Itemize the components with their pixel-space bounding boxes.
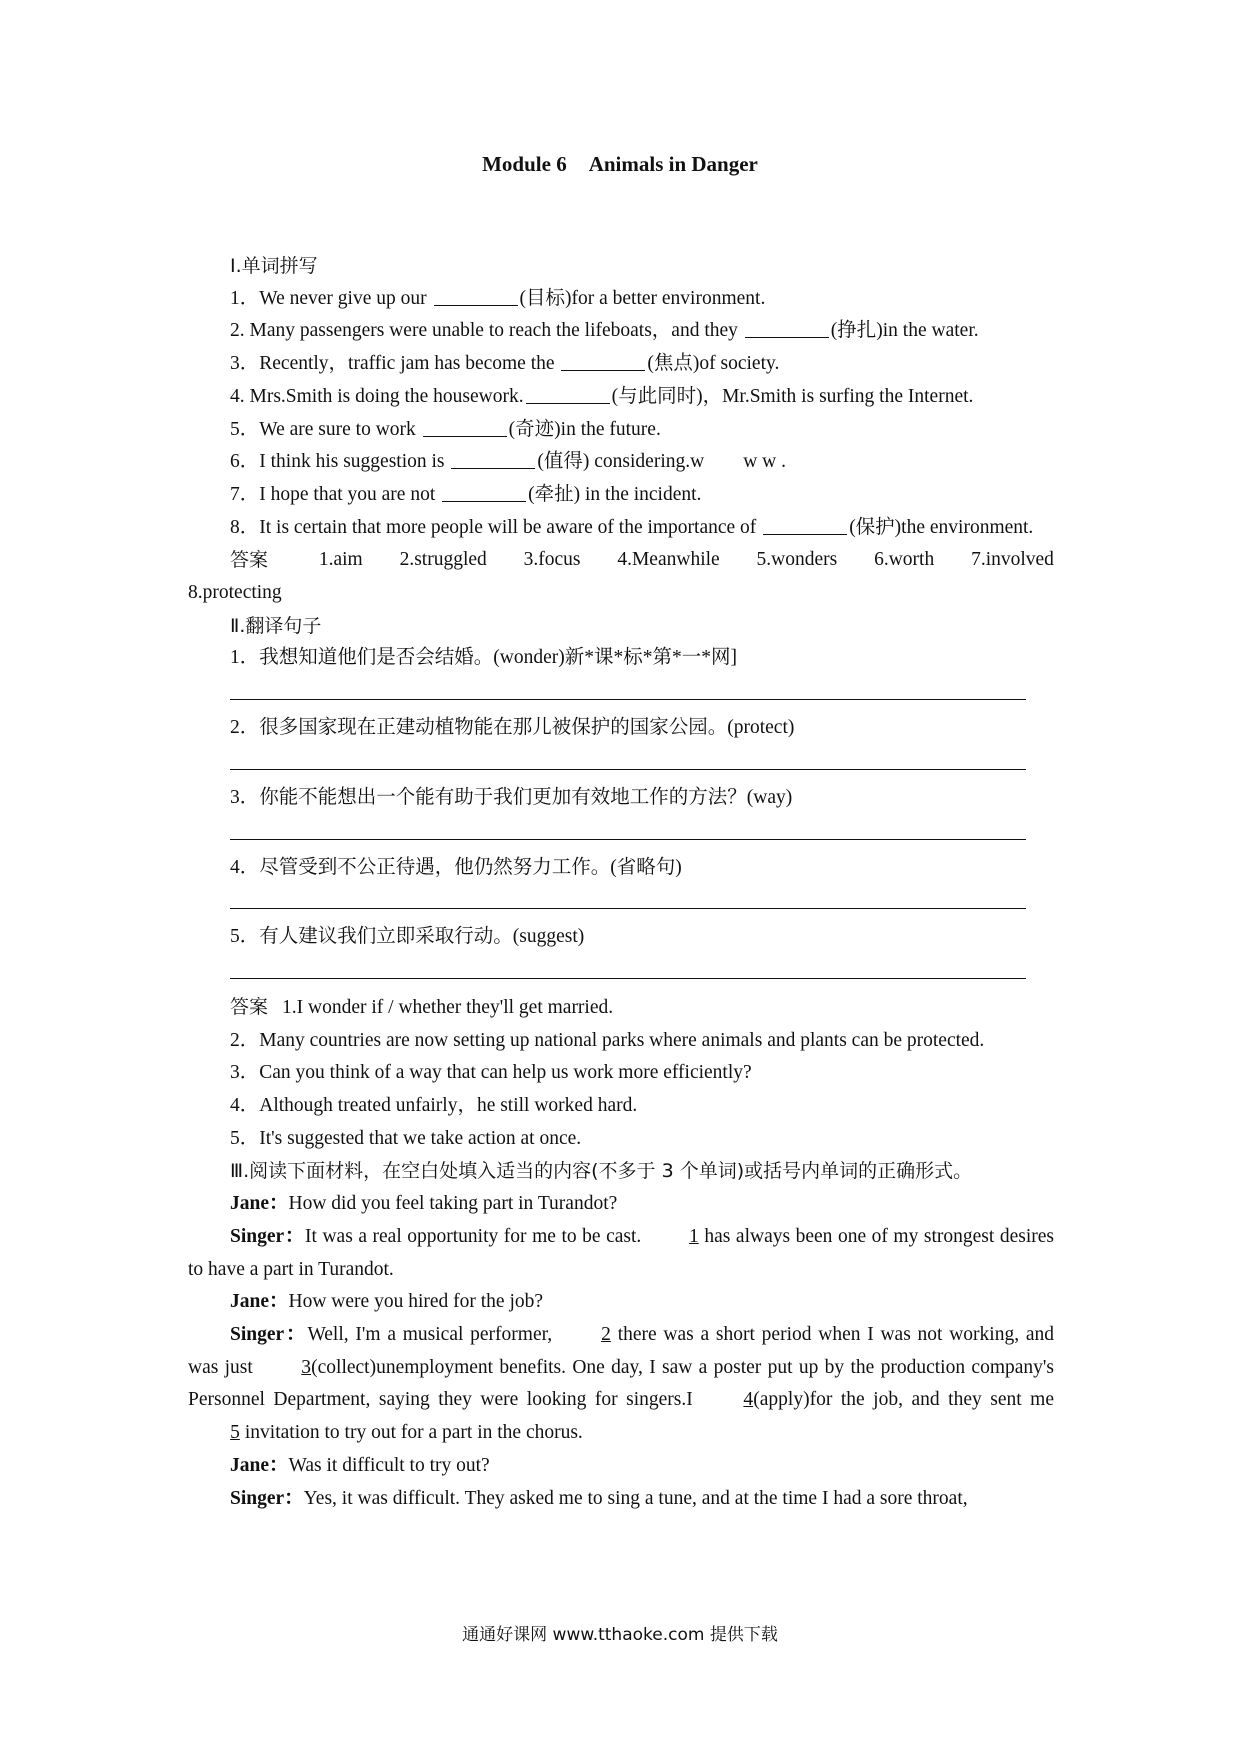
dialogue-line-3: Jane：How were you hired for the job? [230,1291,544,1313]
numbered-blank[interactable]: 5 [230,1422,240,1444]
section1-item-1: 1．We never give up our (目标)for a better environment. [188,283,1054,316]
dialogue-line-4: Singer：Well, I'm a musical performer, 2 there was a short period when I was not working, and was just 3(collect)unemployment benefits. One day, I saw a poster put up by the production company's Personnel Department, saying they were looking for singers.I 4(apply)for the job, and they sent me 5 invitation to try out for a part in the chorus. [188,1319,1054,1450]
answer-blank[interactable] [434,285,518,306]
answer-blank[interactable] [442,481,526,502]
section2-answer-2: 2．Many countries are now setting up national parks where animals and plants can be protected. [230,1029,985,1051]
section3-heading: Ⅲ.阅读下面材料，在空白处填入适当的内容(不多于 3 个单词)或括号内单词的正确形式。 [230,1160,973,1183]
section1-item-2: 2. Many passengers were unable to reach the lifeboats，and they (挣扎)in the water. [188,315,1054,348]
translation-line[interactable] [230,894,1026,909]
translation-line[interactable] [230,825,1026,840]
numbered-blank[interactable]: 3 [301,1356,312,1378]
section2-item-1: 1．我想知道他们是否会结婚。(wonder)新*课*标*第*一*网] [230,647,737,669]
section2-item-3: 3．你能不能想出一个能有助于我们更加有效地工作的方法？(way) [230,786,793,808]
section1-item-6: 6．I think his suggestion is (值得) considering.w w w . [188,446,1054,479]
numbered-blank[interactable]: 4 [743,1389,754,1411]
numbered-blank[interactable]: 1 [688,1225,699,1247]
page-footer: 通通好课网 www.tthaoke.com 提供下载 [462,1625,778,1645]
section1-answers [188,544,1054,577]
numbered-blank[interactable]: 2 [601,1323,611,1345]
section1-heading: Ⅰ.单词拼写 [230,255,318,277]
answer-blank[interactable] [763,514,847,535]
section1-item-7: 7．I hope that you are not (牵扯) in the incident. [188,479,1054,512]
speaker-singer: Singer： [230,1487,304,1509]
speaker-singer: Singer： [230,1323,308,1345]
section2-answer-5: 5．It's suggested that we take action at once. [230,1127,582,1149]
dialogue-line-6: Singer：Yes, it was difficult. They asked me to sing a tune, and at the time I had a sore throat, [230,1487,968,1509]
answer-label: 答案 [230,549,269,572]
section1-item-4: 4. Mrs.Smith is doing the housework. (与此同时)，Mr.Smith is surfing the Internet. [188,381,1054,414]
worksheet-body [188,250,1054,1515]
dialogue-line-1: Jane：How did you feel taking part in Turandot? [230,1193,618,1215]
section1-item-5: 5．We are sure to work (奇迹)in the future. [188,414,1054,447]
answer-blank[interactable] [561,350,645,371]
section2-answer-3: 3．Can you think of a way that can help us work more efficiently? [230,1062,752,1084]
section2-answer-4: 4．Although treated unfairly，he still worked hard. [230,1095,638,1117]
title-module: Module 6 [482,152,567,176]
section2-answer-1: 答案 1.I wonder if / whether they'll get married. [230,995,614,1018]
translation-line[interactable] [230,755,1026,770]
answer-item: 3.focus [523,549,581,571]
speaker-jane: Jane： [230,1291,289,1313]
answer-item: 8.protecting [188,582,282,604]
answer-item: 4.Meanwhile [617,549,720,571]
dialogue-line-5: Jane：Was it difficult to try out? [230,1454,490,1476]
answer-item: 1.aim [318,549,363,571]
translation-line[interactable] [230,685,1026,700]
section2-item-4: 4．尽管受到不公正待遇，他仍然努力工作。(省略句) [230,856,682,878]
page-title [0,152,1240,177]
section2-heading: Ⅱ.翻译句子 [230,614,322,637]
section1-item-3: 3．Recently，traffic jam has become the (焦点)of society. [188,348,1054,381]
speaker-jane: Jane： [230,1454,289,1476]
answer-blank[interactable] [451,448,535,469]
answer-item: 6.worth [874,549,935,571]
title-name: Animals in Danger [588,152,758,176]
answer-blank[interactable] [423,416,507,437]
section2-item-2: 2．很多国家现在正建动植物能在那儿被保护的国家公园。(protect) [230,717,795,739]
answer-label: 答案 [230,995,269,1018]
section1-item-8: 8．It is certain that more people will be aware of the importance of (保护)the environment. [188,512,1054,545]
dialogue-line-2: Singer：It was a real opportunity for me to be cast. 1 has always been one of my strongest desires to have a part in Turandot. [188,1221,1054,1286]
answer-blank[interactable] [526,383,610,404]
answer-blank[interactable] [745,317,829,338]
answer-item: 5.wonders [756,549,838,571]
section2-item-5: 5．有人建议我们立即采取行动。(suggest) [230,926,585,948]
answer-item: 7.involved [971,549,1054,571]
translation-line[interactable] [230,964,1026,979]
speaker-singer: Singer： [230,1225,305,1247]
speaker-jane: Jane： [230,1193,289,1215]
answer-item: 2.struggled [399,549,487,571]
